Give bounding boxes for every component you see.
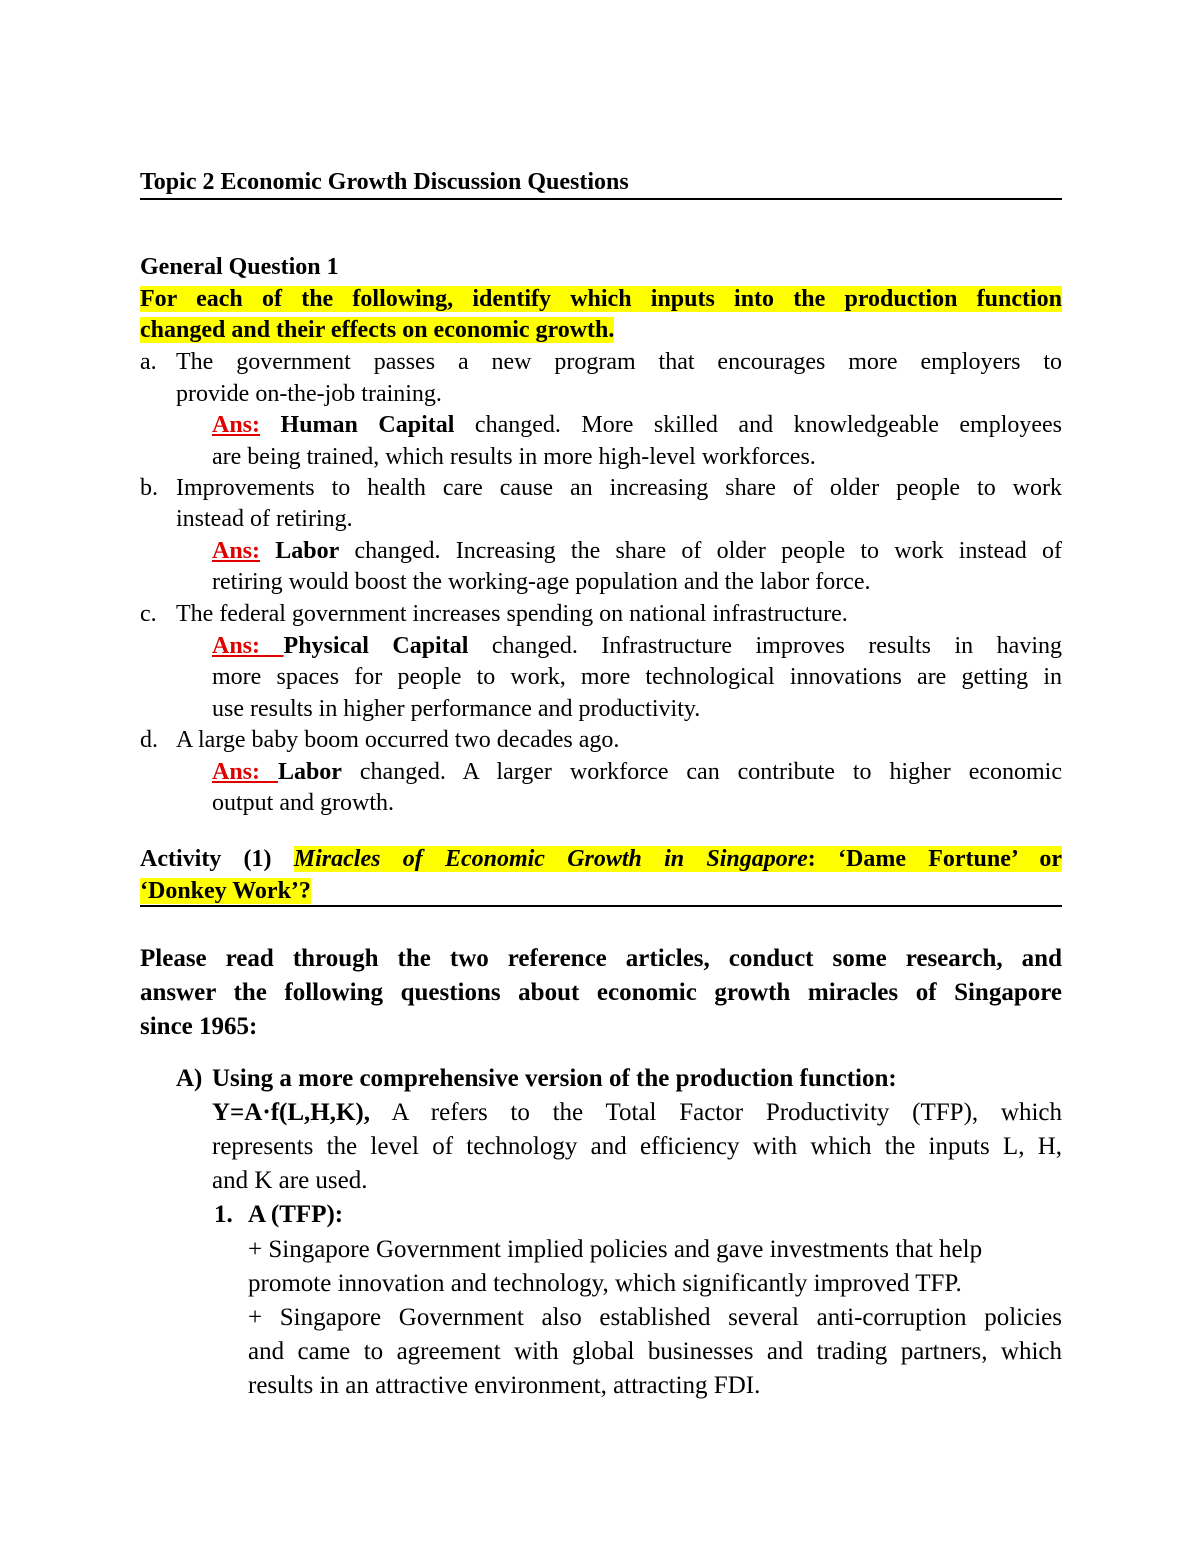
- answer-label: Ans:: [212, 759, 278, 785]
- instruction-line-1: Please read through the two reference articles, conduct some research, and: [140, 945, 1062, 972]
- item-d-answer-line-1: [212, 756, 1062, 788]
- answer-text: changed. More skilled and knowledgeable employees: [454, 412, 1063, 438]
- section-a-line-2: represents the level of technology and efficiency with which the inputs L, H,: [212, 1133, 1062, 1160]
- activity-title-highlight: [294, 846, 1062, 872]
- instruction-line-2: answer the following questions about economic growth miracles of Singapore: [140, 979, 1062, 1006]
- item-a-answer-line-1: [212, 409, 1062, 441]
- title-rule: [140, 198, 1062, 200]
- item-d-marker: d.: [140, 727, 158, 753]
- tfp-point-1-line-2: promote innovation and technology, which significantly improved TFP.: [248, 1270, 962, 1297]
- item-d-question-line-1: A large baby boom occurred two decades ago.: [176, 727, 620, 753]
- question-prompt-line-2: [140, 314, 614, 346]
- subsection-1-marker: 1.: [214, 1201, 233, 1228]
- tfp-point-2-line-1: + Singapore Government also established several anti-corruption policies: [248, 1304, 1062, 1331]
- production-function-formula: Y=A·f(L,H,K),: [212, 1099, 370, 1126]
- activity-prefix: Activity (1): [140, 846, 272, 872]
- answer-term: Labor: [277, 759, 342, 785]
- tfp-point-1-line-1: + Singapore Government implied policies and gave investments that help: [248, 1236, 983, 1263]
- answer-text: changed. Infrastructure improves results in having: [468, 633, 1062, 659]
- answer-text: changed. A larger workforce can contribute to higher economic: [341, 759, 1063, 785]
- section-a-marker: A): [176, 1065, 203, 1092]
- activity-subtitle-2: ‘Donkey Work’?: [140, 878, 311, 904]
- general-question-heading: General Question 1: [140, 254, 339, 280]
- instruction-line-3: since 1965:: [140, 1013, 258, 1040]
- section-a-text: A refers to the Total Factor Productivity (TFP), which: [369, 1099, 1062, 1126]
- item-b-question-line-1: Improvements to health care cause an increasing share of older people to work: [176, 475, 1062, 501]
- item-b-answer-line-2: retiring would boost the working-age population and the labor force.: [212, 569, 871, 595]
- item-d-answer-line-2: output and growth.: [212, 790, 394, 816]
- activity-colon: :: [807, 846, 816, 872]
- question-prompt-line-1: [140, 283, 1062, 315]
- item-c-question-line-1: The federal government increases spending on national infrastructure.: [176, 601, 848, 627]
- item-b-question-line-2: instead of retiring.: [176, 506, 353, 532]
- question-prompt-highlight-2: changed and their effects on economic growth.: [140, 317, 615, 343]
- item-a-marker: a.: [140, 349, 157, 375]
- question-prompt-highlight-1: For each of the following, identify which inputs into the production function: [140, 286, 1062, 312]
- item-a-answer-line-2: are being trained, which results in more high-level workforces.: [212, 444, 816, 470]
- activity-title: Miracles of Economic Growth in Singapore: [293, 846, 808, 872]
- activity-heading-line-1: [140, 843, 1062, 875]
- section-a-line-3: and K are used.: [212, 1167, 368, 1194]
- item-c-answer-line-1: [212, 630, 1062, 662]
- activity-rule: [140, 905, 1062, 907]
- tfp-point-2-line-2: and came to agreement with global businesses and trading partners, which: [248, 1338, 1062, 1365]
- activity-heading-line-2: [140, 875, 311, 907]
- item-b-marker: b.: [140, 475, 158, 501]
- answer-label: Ans:: [212, 633, 284, 659]
- answer-term: Human Capital: [280, 412, 455, 438]
- item-b-answer-line-1: [212, 535, 1062, 567]
- item-c-marker: c.: [140, 601, 157, 627]
- page-title: Topic 2 Economic Growth Discussion Questions: [140, 169, 629, 195]
- item-c-answer-line-3: use results in higher performance and productivity.: [212, 696, 701, 722]
- item-c-answer-line-2: more spaces for people to work, more technological innovations are getting in: [212, 664, 1062, 690]
- answer-term: Labor: [275, 538, 340, 564]
- subsection-1-heading: A (TFP):: [248, 1201, 344, 1228]
- answer-term: Physical Capital: [283, 633, 469, 659]
- section-a-heading: Using a more comprehensive version of the production function:: [212, 1065, 897, 1092]
- activity-subtitle: ‘Dame Fortune’ or: [838, 846, 1062, 872]
- answer-label: Ans:: [212, 412, 261, 438]
- tfp-point-2-line-3: results in an attractive environment, attracting FDI.: [248, 1372, 761, 1399]
- answer-text: changed. Increasing the share of older people to work instead of: [339, 538, 1063, 564]
- item-a-question-line-1: The government passes a new program that encourages more employers to: [176, 349, 1062, 375]
- answer-label: Ans:: [212, 538, 261, 564]
- item-a-question-line-2: provide on-the-job training.: [176, 381, 442, 407]
- section-a-line-1: [212, 1096, 1062, 1130]
